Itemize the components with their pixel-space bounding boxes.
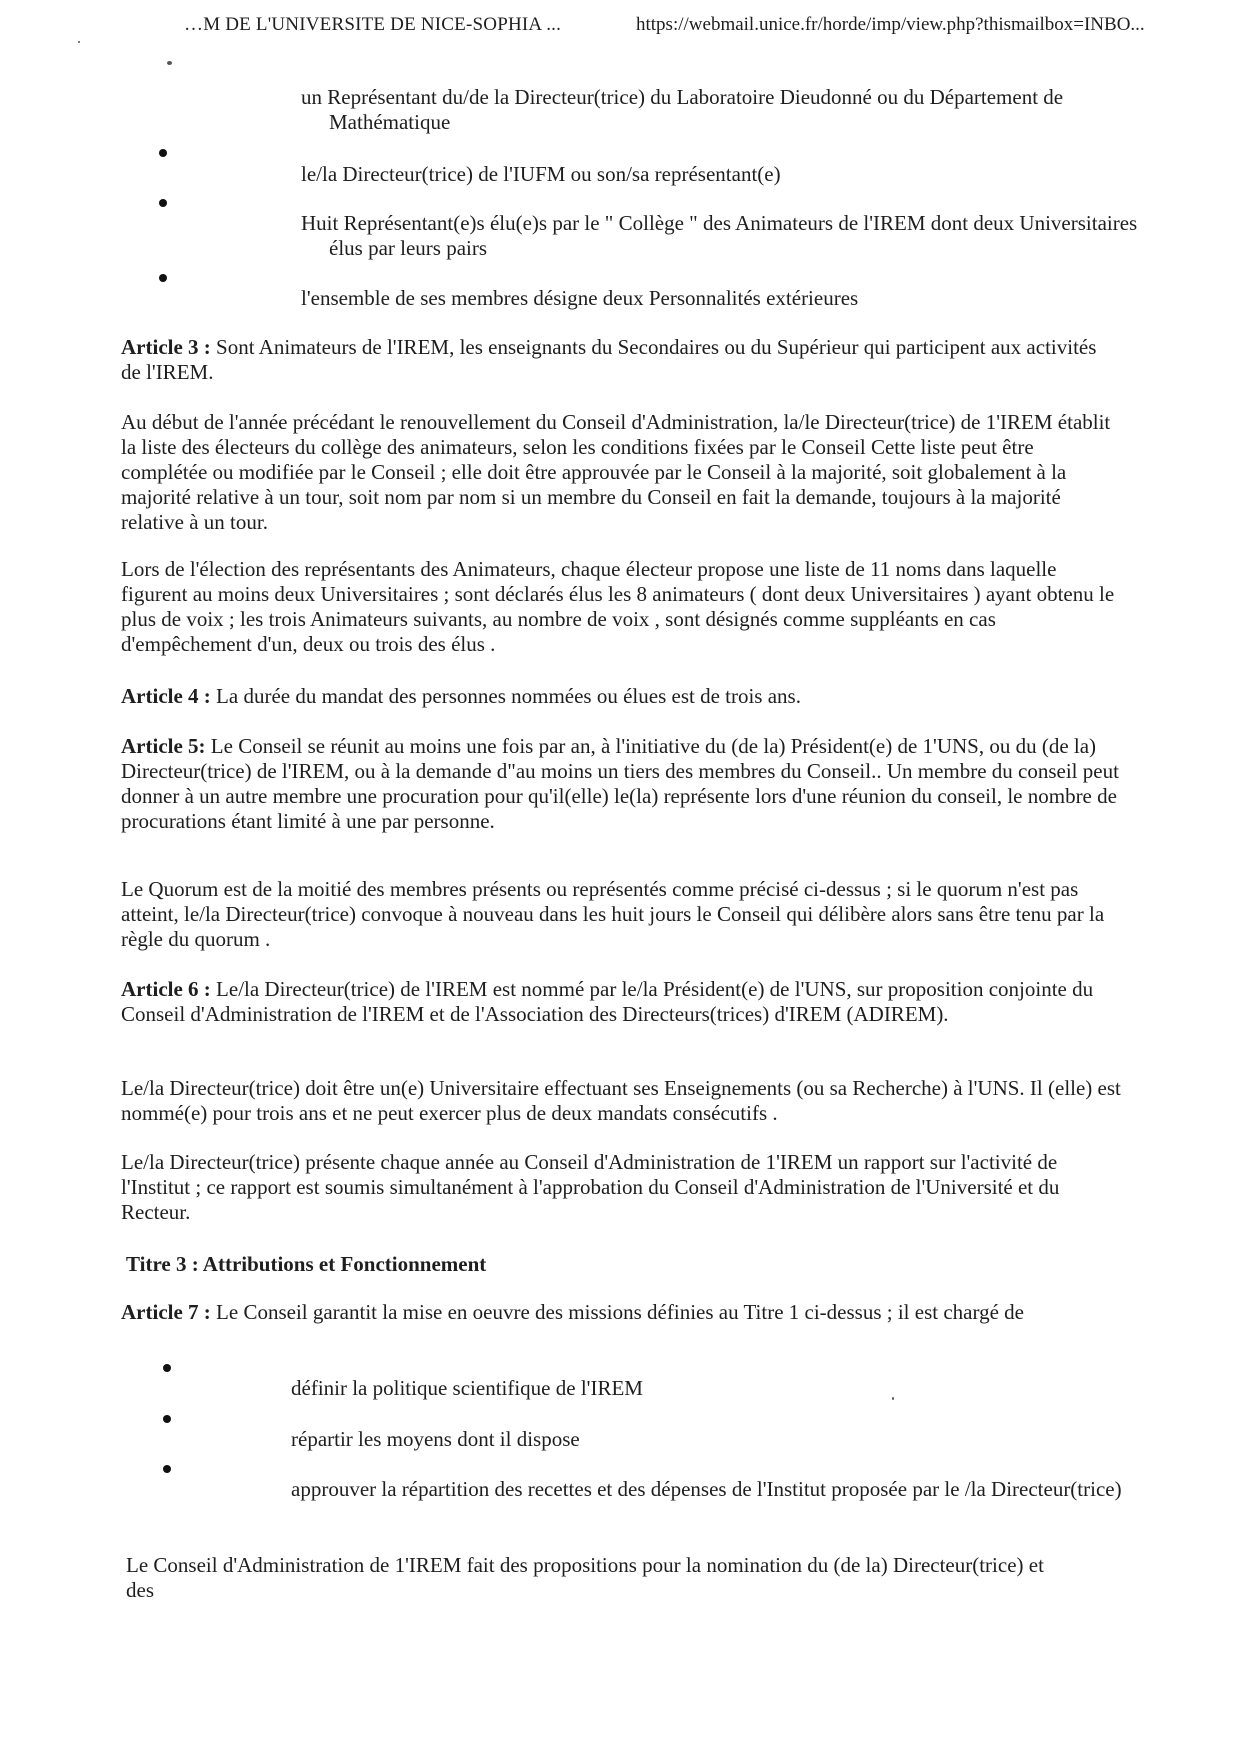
paragraph: Au début de l'année précédant le renouvellement du Conseil d'Administration, la/le Directeur(trice) de 1'IREM établit la liste des électeurs du collège des animateurs, selon les conditions fixées par le Conseil Cette liste peut être complétée ou modifiée par le Conseil ; elle doit être approuvée par le Conseil à la majorité, soit globalement à la majorité relative à un tour, soit nom par nom si un membre du Conseil en fait la demande, toujours à la majorité relative à un tour. xyxy=(121,410,1111,534)
bullet xyxy=(163,1364,171,1372)
list-item: définir la politique scientifique de l'IREM xyxy=(291,1376,643,1400)
article-label: Article 5: xyxy=(121,734,206,758)
list-item: Huit Représentant(e)s élu(e)s par le " Collège " des Animateurs de l'IREM dont deux Universitaires élus par leurs pairs xyxy=(301,211,1138,260)
bullet xyxy=(163,1415,171,1423)
paragraph: Lors de l'élection des représentants des Animateurs, chaque électeur propose une liste de 11 noms dans laquelle figurent au moins deux Universitaires ; sont déclarés élus les 8 animateurs ( dont deux Universitaires ) ayant obtenu le plus de voix ; les trois Animateurs suivants, au nombre de voix , sont désignés comme suppléants en cas d'empêchement d'un, deux ou trois des élus . xyxy=(121,557,1115,656)
scan-speck xyxy=(78,41,80,43)
list-item: l'ensemble de ses membres désigne deux Personnalités extérieures xyxy=(301,286,859,310)
article-6 xyxy=(121,977,1121,1027)
article-5 xyxy=(121,734,1121,834)
article-7 xyxy=(121,1300,1121,1325)
bullet xyxy=(159,149,167,157)
bullet xyxy=(159,274,167,282)
header-title: …M DE L'UNIVERSITE DE NICE-SOPHIA ... xyxy=(184,14,562,35)
list-item: répartir les moyens dont il dispose xyxy=(291,1427,580,1451)
article-text: Le/la Directeur(trice) de l'IREM est nommé par le/la Président(e) de l'UNS, sur proposition conjointe du Conseil d'Administration de l'IREM et de l'Association des Directeurs(trices) d'IREM (ADIREM). xyxy=(121,977,1094,1026)
article-label: Article 7 : xyxy=(121,1300,211,1324)
list-item: approuver la répartition des recettes et des dépenses de l'Institut proposée par le /la Directeur(trice) xyxy=(291,1477,1122,1501)
article-3 xyxy=(121,335,1121,385)
article-text: La durée du mandat des personnes nommées ou élues est de trois ans. xyxy=(210,684,801,708)
article-label: Article 6 : xyxy=(121,977,211,1001)
article-text: Sont Animateurs de l'IREM, les enseignants du Secondaires ou du Supérieur qui participent aux activités de l'IREM. xyxy=(121,335,1097,384)
article-label: Article 3 : xyxy=(121,335,211,359)
header-url: https://webmail.unice.fr/horde/imp/view.php?thismailbox=INBO... xyxy=(636,14,1145,35)
paragraph: Le Conseil d'Administration de 1'IREM fait des propositions pour la nomination du (de la) Directeur(trice) et des xyxy=(126,1553,1044,1602)
article-4 xyxy=(121,684,1121,709)
bullet xyxy=(159,199,167,207)
paragraph: Le Quorum est de la moitié des membres présents ou représentés comme précisé ci-dessus ; si le quorum n'est pas atteint, le/la Directeur(trice) convoque à nouveau dans les huit jours le Conseil qui délibère alors sans être tenu par la règle du quorum . xyxy=(121,877,1105,951)
bullet xyxy=(163,1465,171,1473)
article-text: Le Conseil garantit la mise en oeuvre des missions définies au Titre 1 ci-dessus ; il est chargé de xyxy=(210,1300,1024,1324)
section-heading: Titre 3 : Attributions et Fonctionnement xyxy=(126,1252,487,1276)
article-text: Le Conseil se réunit au moins une fois par an, à l'initiative du (de la) Président(e) de 1'UNS, ou du (de la) Directeur(trice) de l'IREM, ou à la demande d"au moins un tiers des membres du Conseil.. Un membre du conseil peut donner à un autre membre une procuration pour qu'il(elle) le(la) représente lors d'une réunion du conseil, le nombre de procurations étant limité à une par personne. xyxy=(121,734,1119,833)
scan-speck xyxy=(167,61,172,65)
paragraph: Le/la Directeur(trice) présente chaque année au Conseil d'Administration de 1'IREM un rapport sur l'activité de l'Institut ; ce rapport est soumis simultanément à l'approbation du Conseil d'Administration de l'Université et du Recteur. xyxy=(121,1150,1060,1224)
paragraph: Le/la Directeur(trice) doit être un(e) Universitaire effectuant ses Enseignements (ou sa Recherche) à l'UNS. Il (elle) est nommé(e) pour trois ans et ne peut exercer plus de deux mandats consécutifs . xyxy=(121,1076,1121,1125)
list-item: le/la Directeur(trice) de l'IUFM ou son/sa représentant(e) xyxy=(301,162,781,186)
article-label: Article 4 : xyxy=(121,684,211,708)
list-item: un Représentant du/de la Directeur(trice) du Laboratoire Dieudonné ou du Département de Mathématique xyxy=(301,85,1064,134)
